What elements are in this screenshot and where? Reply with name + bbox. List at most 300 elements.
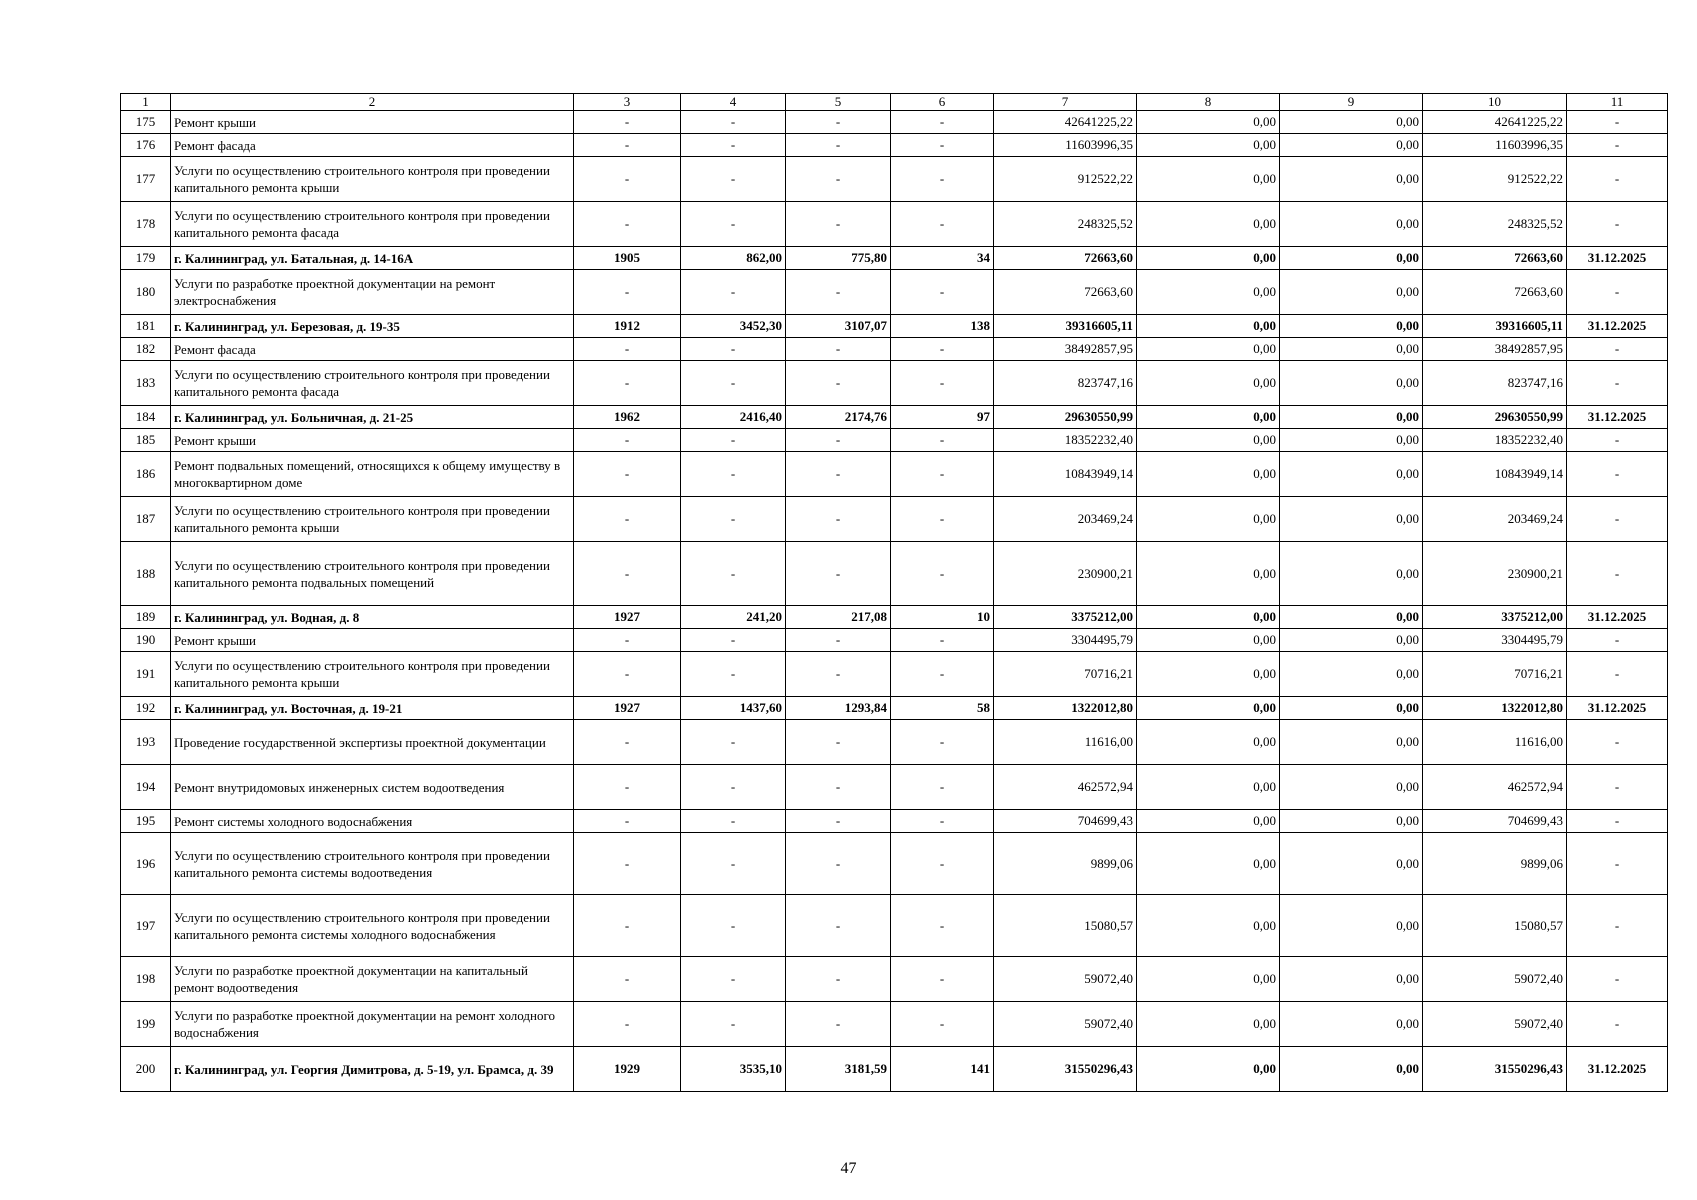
- year-built: -: [574, 833, 681, 895]
- completion-date: -: [1567, 1002, 1668, 1047]
- cost-fund: 0,00: [1137, 1002, 1280, 1047]
- completion-date: -: [1567, 833, 1668, 895]
- row-number: 193: [121, 720, 171, 765]
- row-number: 191: [121, 652, 171, 697]
- cost-budget: 0,00: [1280, 202, 1423, 247]
- cost-fund: 0,00: [1137, 833, 1280, 895]
- column-header-11: 11: [1567, 94, 1668, 111]
- cost-budget: 0,00: [1280, 111, 1423, 134]
- row-number: 180: [121, 270, 171, 315]
- total-cost: 29630550,99: [994, 406, 1137, 429]
- total-cost: 70716,21: [994, 652, 1137, 697]
- living-area: 3181,59: [786, 1047, 891, 1092]
- row-number: 183: [121, 361, 171, 406]
- year-built: -: [574, 542, 681, 606]
- cost-owners: 39316605,11: [1423, 315, 1567, 338]
- work-description: г. Калининград, ул. Водная, д. 8: [171, 606, 574, 629]
- total-cost: 3304495,79: [994, 629, 1137, 652]
- cost-owners: 18352232,40: [1423, 429, 1567, 452]
- cost-owners: 823747,16: [1423, 361, 1567, 406]
- living-area: 775,80: [786, 247, 891, 270]
- completion-date: -: [1567, 134, 1668, 157]
- work-description: Услуги по осуществлению строительного контроля при проведении капитального ремонта системы холодного водоснабжения: [171, 895, 574, 957]
- year-built: -: [574, 452, 681, 497]
- total-area: -: [681, 497, 786, 542]
- completion-date: -: [1567, 497, 1668, 542]
- cost-fund: 0,00: [1137, 720, 1280, 765]
- cost-owners: 42641225,22: [1423, 111, 1567, 134]
- residents-count: -: [891, 810, 994, 833]
- residents-count: -: [891, 361, 994, 406]
- work-description: Ремонт системы холодного водоснабжения: [171, 810, 574, 833]
- total-cost: 462572,94: [994, 765, 1137, 810]
- cost-budget: 0,00: [1280, 629, 1423, 652]
- cost-owners: 230900,21: [1423, 542, 1567, 606]
- total-cost: 230900,21: [994, 542, 1137, 606]
- work-description: Ремонт фасада: [171, 134, 574, 157]
- cost-budget: 0,00: [1280, 720, 1423, 765]
- cost-fund: 0,00: [1137, 606, 1280, 629]
- work-description: Ремонт крыши: [171, 629, 574, 652]
- total-area: -: [681, 895, 786, 957]
- cost-fund: 0,00: [1137, 542, 1280, 606]
- table-row: [121, 957, 1668, 1002]
- column-header-7: 7: [994, 94, 1137, 111]
- column-header-3: 3: [574, 94, 681, 111]
- residents-count: 138: [891, 315, 994, 338]
- year-built: 1927: [574, 606, 681, 629]
- living-area: -: [786, 765, 891, 810]
- completion-date: -: [1567, 111, 1668, 134]
- row-number: 177: [121, 157, 171, 202]
- completion-date: 31.12.2025: [1567, 606, 1668, 629]
- total-area: -: [681, 810, 786, 833]
- living-area: -: [786, 497, 891, 542]
- residents-count: -: [891, 629, 994, 652]
- row-number: 189: [121, 606, 171, 629]
- work-description: Услуги по осуществлению строительного контроля при проведении капитального ремонта фасада: [171, 202, 574, 247]
- total-cost: 38492857,95: [994, 338, 1137, 361]
- cost-fund: 0,00: [1137, 497, 1280, 542]
- cost-budget: 0,00: [1280, 452, 1423, 497]
- living-area: -: [786, 270, 891, 315]
- row-number: 179: [121, 247, 171, 270]
- table-row: [121, 134, 1668, 157]
- cost-budget: 0,00: [1280, 957, 1423, 1002]
- work-description: Услуги по осуществлению строительного контроля при проведении капитального ремонта подвальных помещений: [171, 542, 574, 606]
- row-number: 178: [121, 202, 171, 247]
- table-row: [121, 111, 1668, 134]
- year-built: -: [574, 361, 681, 406]
- total-area: -: [681, 720, 786, 765]
- table-row: [121, 810, 1668, 833]
- cost-fund: 0,00: [1137, 629, 1280, 652]
- completion-date: -: [1567, 542, 1668, 606]
- cost-fund: 0,00: [1137, 202, 1280, 247]
- row-number: 194: [121, 765, 171, 810]
- total-cost: 912522,22: [994, 157, 1137, 202]
- work-description: г. Калининград, ул. Березовая, д. 19-35: [171, 315, 574, 338]
- residents-count: -: [891, 270, 994, 315]
- completion-date: -: [1567, 810, 1668, 833]
- year-built: -: [574, 1002, 681, 1047]
- living-area: -: [786, 157, 891, 202]
- residents-count: -: [891, 542, 994, 606]
- table-row: [121, 315, 1668, 338]
- residents-count: -: [891, 652, 994, 697]
- completion-date: 31.12.2025: [1567, 247, 1668, 270]
- cost-fund: 0,00: [1137, 111, 1280, 134]
- table-row: [121, 338, 1668, 361]
- year-built: -: [574, 202, 681, 247]
- cost-owners: 29630550,99: [1423, 406, 1567, 429]
- total-area: -: [681, 202, 786, 247]
- cost-owners: 912522,22: [1423, 157, 1567, 202]
- total-cost: 704699,43: [994, 810, 1137, 833]
- total-area: 862,00: [681, 247, 786, 270]
- total-area: -: [681, 361, 786, 406]
- total-area: 3535,10: [681, 1047, 786, 1092]
- completion-date: -: [1567, 452, 1668, 497]
- cost-fund: 0,00: [1137, 810, 1280, 833]
- work-description: г. Калининград, ул. Восточная, д. 19-21: [171, 697, 574, 720]
- table-row: [121, 542, 1668, 606]
- total-area: -: [681, 957, 786, 1002]
- row-number: 175: [121, 111, 171, 134]
- column-number-header-row: [121, 94, 1668, 111]
- year-built: -: [574, 957, 681, 1002]
- total-cost: 39316605,11: [994, 315, 1137, 338]
- total-cost: 72663,60: [994, 270, 1137, 315]
- cost-budget: 0,00: [1280, 542, 1423, 606]
- residents-count: -: [891, 452, 994, 497]
- cost-owners: 10843949,14: [1423, 452, 1567, 497]
- living-area: -: [786, 111, 891, 134]
- completion-date: 31.12.2025: [1567, 315, 1668, 338]
- completion-date: -: [1567, 361, 1668, 406]
- completion-date: 31.12.2025: [1567, 1047, 1668, 1092]
- cost-budget: 0,00: [1280, 765, 1423, 810]
- residents-count: -: [891, 429, 994, 452]
- cost-budget: 0,00: [1280, 315, 1423, 338]
- table-row: [121, 697, 1668, 720]
- living-area: 2174,76: [786, 406, 891, 429]
- table-row: [121, 895, 1668, 957]
- residents-count: -: [891, 111, 994, 134]
- work-description: Услуги по осуществлению строительного контроля при проведении капитального ремонта крыши: [171, 157, 574, 202]
- completion-date: -: [1567, 652, 1668, 697]
- cost-budget: 0,00: [1280, 652, 1423, 697]
- residents-count: -: [891, 765, 994, 810]
- cost-owners: 11616,00: [1423, 720, 1567, 765]
- living-area: -: [786, 361, 891, 406]
- total-cost: 9899,06: [994, 833, 1137, 895]
- cost-owners: 462572,94: [1423, 765, 1567, 810]
- year-built: 1927: [574, 697, 681, 720]
- work-description: Услуги по осуществлению строительного контроля при проведении капитального ремонта системы водоотведения: [171, 833, 574, 895]
- column-header-8: 8: [1137, 94, 1280, 111]
- work-description: Ремонт подвальных помещений, относящихся к общему имуществу в многоквартирном доме: [171, 452, 574, 497]
- total-cost: 11616,00: [994, 720, 1137, 765]
- row-number: 200: [121, 1047, 171, 1092]
- column-header-2: 2: [171, 94, 574, 111]
- living-area: -: [786, 202, 891, 247]
- work-description: г. Калининград, ул. Батальная, д. 14-16А: [171, 247, 574, 270]
- work-description: г. Калининград, ул. Георгия Димитрова, д. 5-19, ул. Брамса, д. 39: [171, 1047, 574, 1092]
- cost-fund: 0,00: [1137, 429, 1280, 452]
- completion-date: -: [1567, 202, 1668, 247]
- work-description: Ремонт крыши: [171, 111, 574, 134]
- year-built: 1905: [574, 247, 681, 270]
- residents-count: -: [891, 157, 994, 202]
- cost-budget: 0,00: [1280, 606, 1423, 629]
- cost-fund: 0,00: [1137, 157, 1280, 202]
- year-built: -: [574, 720, 681, 765]
- table-row: [121, 629, 1668, 652]
- residents-count: 34: [891, 247, 994, 270]
- residents-count: 97: [891, 406, 994, 429]
- cost-budget: 0,00: [1280, 1002, 1423, 1047]
- cost-fund: 0,00: [1137, 452, 1280, 497]
- cost-fund: 0,00: [1137, 315, 1280, 338]
- total-area: -: [681, 629, 786, 652]
- living-area: -: [786, 1002, 891, 1047]
- cost-budget: 0,00: [1280, 895, 1423, 957]
- living-area: -: [786, 338, 891, 361]
- year-built: 1962: [574, 406, 681, 429]
- column-header-4: 4: [681, 94, 786, 111]
- living-area: 3107,07: [786, 315, 891, 338]
- cost-fund: 0,00: [1137, 895, 1280, 957]
- row-number: 181: [121, 315, 171, 338]
- completion-date: -: [1567, 157, 1668, 202]
- residents-count: -: [891, 338, 994, 361]
- cost-owners: 70716,21: [1423, 652, 1567, 697]
- living-area: -: [786, 652, 891, 697]
- total-cost: 203469,24: [994, 497, 1137, 542]
- total-cost: 3375212,00: [994, 606, 1137, 629]
- row-number: 176: [121, 134, 171, 157]
- cost-budget: 0,00: [1280, 497, 1423, 542]
- total-cost: 18352232,40: [994, 429, 1137, 452]
- living-area: -: [786, 720, 891, 765]
- cost-owners: 72663,60: [1423, 247, 1567, 270]
- cost-owners: 248325,52: [1423, 202, 1567, 247]
- cost-budget: 0,00: [1280, 134, 1423, 157]
- cost-budget: 0,00: [1280, 429, 1423, 452]
- work-description: Услуги по осуществлению строительного контроля при проведении капитального ремонта крыши: [171, 652, 574, 697]
- living-area: 217,08: [786, 606, 891, 629]
- row-number: 188: [121, 542, 171, 606]
- table-row: [121, 720, 1668, 765]
- total-cost: 15080,57: [994, 895, 1137, 957]
- completion-date: -: [1567, 429, 1668, 452]
- table-row: [121, 833, 1668, 895]
- year-built: -: [574, 765, 681, 810]
- year-built: -: [574, 134, 681, 157]
- cost-budget: 0,00: [1280, 406, 1423, 429]
- row-number: 199: [121, 1002, 171, 1047]
- total-area: -: [681, 542, 786, 606]
- cost-owners: 59072,40: [1423, 1002, 1567, 1047]
- total-area: 1437,60: [681, 697, 786, 720]
- cost-fund: 0,00: [1137, 652, 1280, 697]
- work-description: Ремонт крыши: [171, 429, 574, 452]
- table-row: [121, 361, 1668, 406]
- living-area: -: [786, 134, 891, 157]
- residents-count: -: [891, 957, 994, 1002]
- work-description: Ремонт внутридомовых инженерных систем водоотведения: [171, 765, 574, 810]
- completion-date: -: [1567, 720, 1668, 765]
- cost-budget: 0,00: [1280, 697, 1423, 720]
- residents-count: 141: [891, 1047, 994, 1092]
- table-row: [121, 157, 1668, 202]
- residents-count: 10: [891, 606, 994, 629]
- year-built: -: [574, 157, 681, 202]
- table-row: [121, 1047, 1668, 1092]
- cost-owners: 72663,60: [1423, 270, 1567, 315]
- living-area: -: [786, 895, 891, 957]
- total-area: -: [681, 765, 786, 810]
- year-built: -: [574, 652, 681, 697]
- row-number: 184: [121, 406, 171, 429]
- completion-date: -: [1567, 957, 1668, 1002]
- total-area: -: [681, 157, 786, 202]
- cost-owners: 3375212,00: [1423, 606, 1567, 629]
- column-header-9: 9: [1280, 94, 1423, 111]
- residents-count: -: [891, 720, 994, 765]
- column-header-10: 10: [1423, 94, 1567, 111]
- year-built: 1912: [574, 315, 681, 338]
- year-built: -: [574, 270, 681, 315]
- work-description: Ремонт фасада: [171, 338, 574, 361]
- row-number: 186: [121, 452, 171, 497]
- total-cost: 31550296,43: [994, 1047, 1137, 1092]
- row-number: 185: [121, 429, 171, 452]
- table-row: [121, 406, 1668, 429]
- work-description: Услуги по разработке проектной документации на ремонт холодного водоснабжения: [171, 1002, 574, 1047]
- year-built: -: [574, 810, 681, 833]
- row-number: 197: [121, 895, 171, 957]
- total-cost: 59072,40: [994, 957, 1137, 1002]
- total-cost: 11603996,35: [994, 134, 1137, 157]
- living-area: -: [786, 542, 891, 606]
- work-description: Проведение государственной экспертизы проектной документации: [171, 720, 574, 765]
- total-area: 241,20: [681, 606, 786, 629]
- cost-owners: 11603996,35: [1423, 134, 1567, 157]
- row-number: 198: [121, 957, 171, 1002]
- work-description: г. Калининград, ул. Больничная, д. 21-25: [171, 406, 574, 429]
- cost-owners: 203469,24: [1423, 497, 1567, 542]
- cost-owners: 1322012,80: [1423, 697, 1567, 720]
- completion-date: -: [1567, 338, 1668, 361]
- work-description: Услуги по осуществлению строительного контроля при проведении капитального ремонта фасада: [171, 361, 574, 406]
- total-area: -: [681, 338, 786, 361]
- year-built: -: [574, 338, 681, 361]
- residents-count: -: [891, 1002, 994, 1047]
- total-area: -: [681, 452, 786, 497]
- cost-budget: 0,00: [1280, 270, 1423, 315]
- cost-owners: 38492857,95: [1423, 338, 1567, 361]
- cost-fund: 0,00: [1137, 697, 1280, 720]
- total-area: -: [681, 429, 786, 452]
- residents-count: -: [891, 497, 994, 542]
- year-built: -: [574, 429, 681, 452]
- column-header-5: 5: [786, 94, 891, 111]
- completion-date: 31.12.2025: [1567, 406, 1668, 429]
- total-area: -: [681, 833, 786, 895]
- row-number: 187: [121, 497, 171, 542]
- work-description: Услуги по разработке проектной документации на капитальный ремонт водоотведения: [171, 957, 574, 1002]
- cost-owners: 3304495,79: [1423, 629, 1567, 652]
- cost-budget: 0,00: [1280, 157, 1423, 202]
- table-row: [121, 270, 1668, 315]
- cost-fund: 0,00: [1137, 338, 1280, 361]
- total-area: -: [681, 134, 786, 157]
- living-area: -: [786, 629, 891, 652]
- cost-budget: 0,00: [1280, 1047, 1423, 1092]
- total-area: 3452,30: [681, 315, 786, 338]
- residents-count: -: [891, 134, 994, 157]
- living-area: -: [786, 957, 891, 1002]
- row-number: 195: [121, 810, 171, 833]
- year-built: -: [574, 895, 681, 957]
- total-cost: 248325,52: [994, 202, 1137, 247]
- total-cost: 59072,40: [994, 1002, 1137, 1047]
- year-built: -: [574, 111, 681, 134]
- table-row: [121, 652, 1668, 697]
- cost-owners: 31550296,43: [1423, 1047, 1567, 1092]
- total-area: 2416,40: [681, 406, 786, 429]
- living-area: -: [786, 429, 891, 452]
- table-row: [121, 247, 1668, 270]
- year-built: -: [574, 497, 681, 542]
- table-row: [121, 452, 1668, 497]
- completion-date: -: [1567, 270, 1668, 315]
- page-number: 47: [840, 1160, 857, 1177]
- cost-budget: 0,00: [1280, 810, 1423, 833]
- work-description: Услуги по разработке проектной документации на ремонт электроснабжения: [171, 270, 574, 315]
- cost-budget: 0,00: [1280, 338, 1423, 361]
- year-built: -: [574, 629, 681, 652]
- row-number: 196: [121, 833, 171, 895]
- cost-fund: 0,00: [1137, 361, 1280, 406]
- row-number: 182: [121, 338, 171, 361]
- column-header-6: 6: [891, 94, 994, 111]
- cost-owners: 9899,06: [1423, 833, 1567, 895]
- cost-owners: 704699,43: [1423, 810, 1567, 833]
- cost-fund: 0,00: [1137, 957, 1280, 1002]
- column-header-1: 1: [121, 94, 171, 111]
- completion-date: -: [1567, 629, 1668, 652]
- cost-fund: 0,00: [1137, 1047, 1280, 1092]
- year-built: 1929: [574, 1047, 681, 1092]
- table-row: [121, 606, 1668, 629]
- completion-date: 31.12.2025: [1567, 697, 1668, 720]
- living-area: 1293,84: [786, 697, 891, 720]
- cost-owners: 59072,40: [1423, 957, 1567, 1002]
- row-number: 190: [121, 629, 171, 652]
- residents-count: -: [891, 833, 994, 895]
- table-row: [121, 429, 1668, 452]
- total-cost: 10843949,14: [994, 452, 1137, 497]
- work-description: Услуги по осуществлению строительного контроля при проведении капитального ремонта крыши: [171, 497, 574, 542]
- total-cost: 823747,16: [994, 361, 1137, 406]
- cost-budget: 0,00: [1280, 361, 1423, 406]
- table-row: [121, 202, 1668, 247]
- completion-date: -: [1567, 765, 1668, 810]
- table-row: [121, 765, 1668, 810]
